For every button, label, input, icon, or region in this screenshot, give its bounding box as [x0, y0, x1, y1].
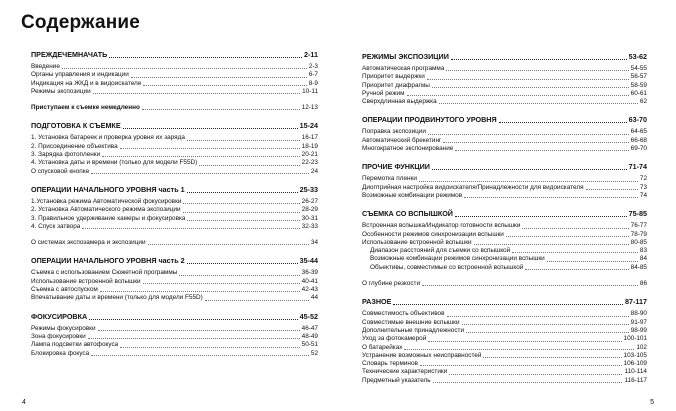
toc-section [362, 162, 647, 200]
dot-leader [446, 70, 628, 71]
toc-entry-label: Использование встроенной вспышки [31, 277, 141, 285]
toc-entry[interactable] [362, 344, 647, 352]
toc-entry[interactable] [362, 192, 647, 200]
dot-leader [91, 173, 309, 174]
toc-entry[interactable] [31, 286, 318, 294]
toc-entry[interactable] [362, 65, 647, 73]
toc-entry-label: Возможные комбинации режимов синхронизации вспышки [370, 255, 545, 263]
toc-entry-label: Особенности режимов синхронизации вспышки [362, 230, 504, 238]
toc-entry-label: Блокировка фокуса [31, 349, 90, 357]
dot-leader [123, 128, 298, 129]
dot-leader [93, 93, 300, 94]
toc-entry-label: Использование встроенной вспышки [362, 238, 472, 246]
toc-section [362, 209, 647, 288]
page-range: 100-101 [623, 335, 647, 343]
toc-entry-label: Приступаем к съемке немедленно [31, 104, 140, 112]
dot-leader [183, 212, 300, 213]
section-heading[interactable] [362, 209, 647, 219]
toc-entry-label: 2. Установка Автоматического режима экспозиции [31, 206, 181, 214]
page-range: 110-114 [624, 368, 647, 376]
toc-entry-label: Технические характеристики [362, 368, 448, 376]
dot-leader [428, 134, 629, 135]
dot-leader [89, 319, 297, 320]
section-heading-label: РЕЖИМЫ ЭКСПОЗИЦИИ [362, 52, 449, 61]
toc-entry[interactable] [362, 377, 647, 385]
toc-entry[interactable] [31, 104, 318, 112]
toc-section [362, 297, 647, 385]
dot-leader [205, 300, 309, 301]
page-range: 16-17 [301, 134, 318, 142]
dot-leader [525, 269, 628, 270]
toc-entry-label: Органы управления и индикации [31, 71, 129, 79]
dot-leader [455, 216, 627, 217]
toc-entry-label: Диоптрийная настройка видоискателя/Принадлежности для видоискателя [362, 183, 584, 191]
section-heading[interactable] [31, 121, 318, 131]
dot-leader [474, 244, 629, 245]
toc-entry[interactable] [31, 143, 318, 151]
toc-entry[interactable] [31, 231, 318, 239]
toc-entry-label: Индикация на ЖКД и в видоискателе [31, 79, 142, 87]
toc-entry[interactable] [362, 335, 647, 343]
page-range: 74 [639, 191, 647, 199]
dot-leader [187, 192, 298, 193]
section-heading-label: ФОКУСИРОВКА [31, 311, 88, 321]
dot-leader [432, 87, 629, 88]
page-range: 102 [636, 343, 647, 351]
page-number-right: 5 [650, 399, 654, 406]
toc-entry-label: Съемка с автоспуском [31, 286, 98, 294]
toc-entry-label: Совместимость объективов [362, 310, 445, 318]
toc-entry-label: Совместимые внешние вспышки [362, 318, 460, 326]
page-range: 2-11 [304, 50, 318, 59]
toc-entry-label: Встроенная вспышка/Индикатор готовности вспышки [362, 222, 521, 230]
toc-entry[interactable] [31, 269, 318, 277]
dot-leader [428, 341, 621, 342]
page-range: 2-3 [308, 63, 318, 70]
toc-entry-label: Сверхдлинная выдержка [362, 98, 437, 106]
section-heading[interactable] [31, 312, 318, 322]
page-range: 87-117 [625, 297, 647, 307]
toc-entry[interactable] [31, 151, 318, 159]
page-range: 45-52 [299, 311, 318, 321]
toc-entry[interactable] [362, 310, 647, 318]
dot-leader [466, 332, 629, 333]
toc-entry-label: Автоматический брекетинг [362, 136, 442, 144]
dot-leader [455, 150, 628, 151]
page-range: 83 [639, 247, 647, 255]
toc-entry[interactable] [362, 319, 647, 327]
toc-entry[interactable] [362, 231, 647, 239]
toc-entry[interactable] [362, 90, 647, 98]
dot-leader [143, 283, 300, 284]
toc-entry-label: Многократное экспонирование [362, 145, 454, 153]
dot-leader [187, 220, 299, 221]
toc-entry-label: Автоматическая программа [362, 65, 445, 72]
page-range: 34 [310, 239, 318, 247]
page-range: 103-105 [623, 351, 647, 359]
page-range: 42-43 [301, 286, 318, 294]
page-range: 116-117 [624, 376, 647, 384]
toc-entry[interactable] [31, 223, 318, 231]
dot-leader [120, 347, 299, 348]
toc-entry-label: Предметный указатель [362, 376, 431, 384]
toc-entry-label: Диапазон расстояний для съемки со вспышкой [370, 247, 511, 255]
dot-leader [432, 169, 627, 170]
page-range: 60-61 [630, 89, 647, 97]
section-heading[interactable] [31, 50, 318, 60]
toc-entry[interactable] [362, 137, 647, 145]
page-range: 10-11 [302, 87, 318, 95]
dot-leader [187, 140, 300, 141]
page-range: 86 [639, 280, 647, 288]
toc-entry[interactable] [31, 294, 318, 302]
toc-section [31, 185, 318, 247]
toc-entry-label: Ручной режим [362, 89, 405, 97]
toc-entry[interactable] [362, 327, 647, 335]
dot-leader [407, 95, 629, 96]
toc-entry-label: 3. Правильное удерживание камеры и фокусировка [31, 214, 186, 222]
dot-leader [419, 181, 638, 182]
dot-leader [522, 228, 628, 229]
dot-leader [98, 330, 300, 331]
section-heading-label: ОПЕРАЦИИ НАЧАЛЬНОГО УРОВНЯ часть 2 [31, 256, 185, 266]
toc-entry-label: Устранение возможных неисправностей [362, 351, 482, 359]
dot-leader [443, 142, 628, 143]
toc-entry-label: О системах экспозамера и экспозиции [31, 239, 146, 247]
toc-entry-label: Приоритет выдержки [362, 73, 425, 81]
page-range: 30-31 [301, 214, 318, 222]
section-heading[interactable] [362, 52, 647, 62]
section-heading-label: ПОДГОТОВКА К СЪЕМКЕ [31, 121, 121, 131]
dot-leader [483, 357, 621, 358]
toc-entry[interactable] [31, 239, 318, 247]
toc-entry[interactable] [31, 134, 318, 142]
page-range: 36-39 [301, 269, 318, 277]
page-range: 20-21 [301, 151, 318, 159]
page-range: 52 [310, 349, 318, 357]
toc-entry[interactable] [31, 159, 318, 167]
page-range: 44 [310, 294, 318, 302]
toc-column-right [362, 52, 647, 394]
toc-entry[interactable] [31, 341, 318, 349]
toc-entry-label: Зона фокусировки [31, 332, 86, 340]
dot-leader [179, 275, 299, 276]
toc-entry-label: Съемка с использованием Сюжетной программы [31, 269, 178, 277]
toc-entry-label: Возможные комбинации режимов [362, 191, 463, 199]
page-range: 78-79 [630, 230, 647, 238]
section-heading-label: ПРОЧИЕ ФУНКЦИИ [362, 162, 430, 172]
dot-leader [439, 103, 638, 104]
toc-entry[interactable] [31, 278, 318, 286]
dot-leader [451, 59, 627, 60]
toc-entry[interactable] [362, 128, 647, 136]
dot-leader [512, 252, 638, 253]
page-range: 64-65 [630, 128, 647, 136]
page-range: 63-70 [628, 115, 647, 125]
section-heading-label: ОПЕРАЦИИ НАЧАЛЬНОГО УРОВНЯ часть 1 [31, 184, 185, 194]
toc-entry[interactable] [31, 71, 318, 79]
page-range: 32-33 [301, 222, 318, 230]
dot-leader [586, 189, 638, 190]
page-range: 71-74 [628, 162, 647, 172]
page-range: 35-44 [299, 256, 318, 266]
dot-leader [142, 109, 300, 110]
dot-leader [506, 236, 629, 237]
section-heading[interactable] [362, 115, 647, 125]
section-heading-label: ПРЕЖДЕЧЕМНАЧАТЬ [31, 50, 108, 59]
dot-leader [422, 285, 638, 286]
dot-leader [187, 263, 298, 264]
page-range: 22-23 [301, 159, 318, 167]
dot-leader [393, 304, 623, 305]
page-range: 50-51 [301, 341, 318, 349]
toc-entry-label: О спусковой кнопке [31, 167, 90, 175]
toc-entry[interactable] [362, 82, 647, 90]
toc-entry[interactable] [31, 206, 318, 214]
page-range: 15-24 [299, 121, 318, 131]
page-range: 76-77 [630, 222, 647, 230]
dot-leader [88, 338, 300, 339]
toc-entry-label: Поправка экспозиции [362, 128, 426, 136]
page-range: 98-99 [630, 326, 647, 334]
toc-entry[interactable] [31, 80, 318, 88]
toc-entry-label: 1. Установка батареек и проверка уровня их заряда [31, 134, 185, 142]
dot-leader [447, 316, 629, 317]
page-range: 88-90 [630, 310, 647, 318]
page-range: 25-33 [299, 184, 318, 194]
dot-leader [547, 261, 638, 262]
toc-entry[interactable] [31, 63, 318, 71]
dot-leader [183, 203, 299, 204]
page-range: 54-55 [630, 65, 647, 72]
toc-entry-label: Объективы, совместимые со встроенной вспышкой [370, 263, 524, 271]
dot-leader [464, 197, 638, 198]
page-range: 26-27 [301, 197, 318, 205]
toc-entry-label: 4. Спуск затвора [31, 222, 81, 230]
toc-entry[interactable] [362, 247, 647, 255]
toc-entry[interactable] [31, 215, 318, 223]
toc-entry-label: 1.Установка режима Автоматической фокусировки [31, 197, 182, 205]
page-range: 8-9 [308, 79, 318, 87]
page-range: 66-68 [630, 136, 647, 144]
page-range: 72 [639, 175, 647, 183]
dot-leader [82, 228, 299, 229]
page-range: 40-41 [301, 277, 318, 285]
toc-entry[interactable] [31, 96, 318, 104]
toc-column-left [31, 50, 318, 367]
dot-leader [449, 374, 622, 375]
toc-entry[interactable] [31, 88, 318, 96]
page-number-left: 4 [22, 399, 26, 406]
toc-entry[interactable] [362, 239, 647, 247]
toc-entry-label: Режимы фокусировки [31, 324, 96, 332]
toc-entry[interactable] [362, 264, 647, 272]
dot-leader [102, 156, 299, 157]
toc-entry-label: 2. Присоединение объектива [31, 142, 118, 150]
page-range: 18-19 [301, 142, 318, 150]
toc-entry-label: 3. Зарядка фотопленки [31, 151, 101, 159]
toc-entry[interactable] [31, 198, 318, 206]
dot-leader [131, 77, 307, 78]
page-range: 53-62 [628, 52, 647, 61]
toc-entry-label: 4. Установка даты и времени (только для модели F55D) [31, 159, 198, 167]
page-range: 56-57 [630, 73, 647, 81]
toc-entry-label: Перемотка пленки [362, 175, 417, 183]
toc-entry[interactable] [362, 175, 647, 183]
page-range: 62 [639, 98, 647, 106]
toc-section [31, 312, 318, 358]
toc-entry-label: О глубине резкости [362, 280, 421, 288]
toc-section [31, 50, 318, 112]
dot-leader [148, 244, 309, 245]
page-range: 58-59 [630, 81, 647, 89]
page-range: 91-97 [630, 318, 647, 326]
dot-leader [433, 382, 623, 383]
toc-section [362, 52, 647, 106]
page-title: Содержание [21, 12, 141, 33]
toc-entry[interactable] [362, 360, 647, 368]
page-range: 106-109 [623, 360, 647, 368]
toc-entry[interactable] [31, 325, 318, 333]
toc-entry[interactable] [362, 368, 647, 376]
dot-leader [420, 365, 622, 366]
toc-entry[interactable] [31, 350, 318, 358]
page-range: 84 [639, 255, 647, 263]
toc-entry[interactable] [362, 272, 647, 280]
page-range: 69-70 [630, 145, 647, 153]
toc-entry-label: Дополнительные принадлежности [362, 326, 465, 334]
dot-leader [143, 85, 306, 86]
toc-entry-label: Лампа подсветки автофокуса [31, 341, 119, 349]
section-heading[interactable] [31, 185, 318, 195]
toc-entry[interactable] [362, 352, 647, 360]
toc-entry-label: Введение [31, 63, 60, 70]
toc-entry[interactable] [362, 255, 647, 263]
toc-entry[interactable] [362, 145, 647, 153]
page-range: 80-85 [630, 238, 647, 246]
toc-entry-label: Приоритет диафрагмы [362, 81, 430, 89]
page-range: 6-7 [308, 71, 318, 79]
toc-entry[interactable] [362, 98, 647, 106]
dot-leader [62, 68, 307, 69]
dot-leader [427, 79, 629, 80]
toc-entry[interactable] [362, 184, 647, 192]
section-heading-label: СЪЕМКА СО ВСПЫШКОЙ [362, 209, 453, 219]
toc-section [31, 256, 318, 302]
page-range: 28-29 [301, 206, 318, 214]
section-heading[interactable] [31, 256, 318, 266]
dot-leader [91, 355, 309, 356]
section-heading[interactable] [362, 162, 647, 172]
toc-entry[interactable] [31, 168, 318, 176]
dot-leader [120, 148, 300, 149]
toc-section [31, 121, 318, 175]
page-range: 84-85 [630, 263, 647, 271]
section-heading[interactable] [362, 297, 647, 307]
page-range: 75-85 [628, 209, 647, 219]
dot-leader [199, 165, 299, 166]
page-range: 46-47 [301, 324, 318, 332]
toc-entry[interactable] [31, 333, 318, 341]
dot-leader [404, 349, 634, 350]
toc-entry[interactable] [362, 280, 647, 288]
dot-leader [462, 324, 629, 325]
toc-entry[interactable] [362, 73, 647, 81]
dot-leader [109, 57, 302, 58]
toc-entry-label: Уход за фотокамерой [362, 335, 427, 343]
page-range: 24 [310, 167, 318, 175]
dot-leader [499, 122, 627, 123]
toc-entry-label: Словарь терминов [362, 360, 418, 368]
section-heading-label: ОПЕРАЦИИ ПРОДВИНУТОГО УРОВНЯ [362, 115, 497, 125]
page-range: 73 [639, 183, 647, 191]
section-heading-label: РАЗНОЕ [362, 297, 392, 307]
page-range: 12-13 [301, 104, 318, 112]
toc-entry[interactable] [362, 222, 647, 230]
page-range: 48-49 [301, 332, 318, 340]
toc-entry-label: Режимы экспозиции [31, 87, 91, 95]
toc-section [362, 115, 647, 153]
dot-leader [100, 291, 300, 292]
toc-entry-label: Впечатывание даты и времени (только для модели F55D) [31, 294, 203, 302]
toc-entry-label: О батарейках [362, 343, 403, 351]
